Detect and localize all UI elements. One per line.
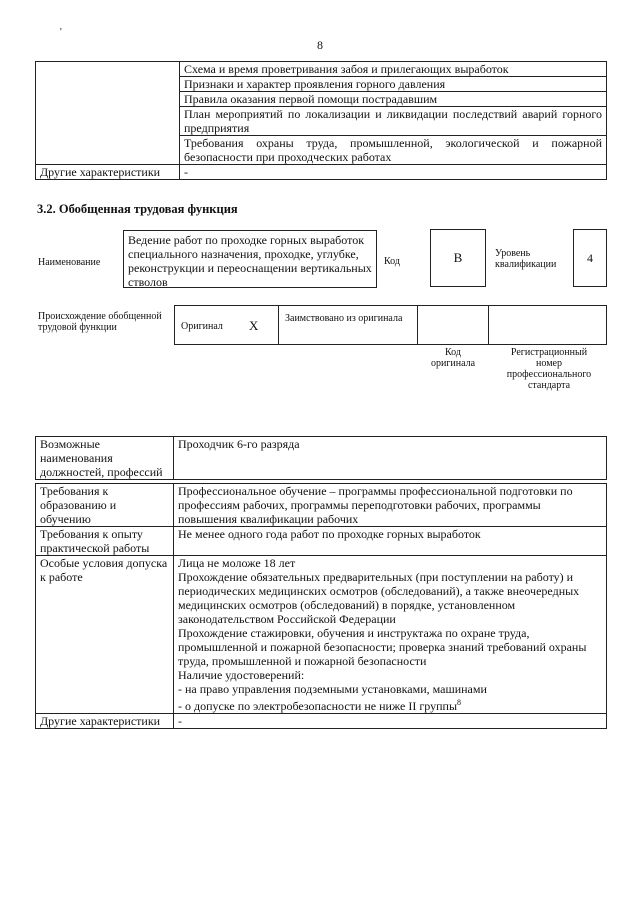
- name-label: Наименование: [38, 257, 101, 268]
- other-value: -: [180, 165, 607, 180]
- positions-table: [35, 436, 607, 480]
- experience-value: Не менее одного года работ по проходке горных выработок: [174, 527, 607, 556]
- borrowed-label: Заимствовано из оригинала: [285, 313, 403, 324]
- scan-speck: ': [60, 27, 62, 38]
- other-label: Другие характеристики: [36, 714, 174, 729]
- page-number: 8: [317, 38, 323, 52]
- education-label: Требования к образованию и обучению: [36, 484, 174, 527]
- origin-box: [174, 305, 607, 345]
- empty-cell: [36, 62, 180, 165]
- list-item: - на право управления подземными установками, машинами: [178, 682, 487, 696]
- level-label: Уровень квалификации: [495, 248, 557, 270]
- divider: [278, 305, 279, 345]
- list-item: Лица не моложе 18 лет: [178, 556, 296, 570]
- code-original-caption: Код оригинала: [430, 347, 476, 369]
- table-row: Правила оказания первой помощи пострадавшим: [180, 92, 607, 107]
- function-name: Ведение работ по проходке горных выработок специального назначения, проходке, углубке, реконструкции и переоснащении вертикальных стволов: [123, 230, 377, 288]
- positions-value: Проходчик 6-го разряда: [174, 437, 607, 480]
- original-label: Оригинал: [181, 321, 223, 332]
- list-item: Прохождение стажировки, обучения и инструктажа по охране труда, промышленной и пожарной безопасности; проверка знаний требований охраны труда, промышленной и пожарной безопасности: [178, 626, 587, 668]
- divider: [417, 305, 418, 345]
- table-row: План мероприятий по локализации и ликвидации последствий аварий горного предприятия: [180, 107, 607, 136]
- original-mark: X: [249, 318, 259, 333]
- positions-label: Возможные наименования должностей, профессий: [36, 437, 174, 480]
- code-label: Код: [384, 256, 400, 267]
- experience-label: Требования к опыту практической работы: [36, 527, 174, 556]
- reg-number-caption: Регистрационный номер профессионального стандарта: [506, 347, 592, 391]
- special-label: Особые условия допуска к работе: [36, 556, 174, 714]
- table-row: Требования охраны труда, промышленной, экологической и пожарной безопасности при проходческих работах: [180, 136, 607, 165]
- education-value: Профессиональное обучение – программы профессиональной подготовки по профессиям рабочих, программы переподготовки рабочих, программы повышения квалификации рабочих: [174, 484, 607, 527]
- other-label: Другие характеристики: [36, 165, 180, 180]
- divider: [488, 305, 489, 345]
- special-conditions: [174, 556, 607, 714]
- list-item-text: - о допуске по электробезопасности не ниже II группы: [178, 699, 458, 713]
- section-title: 3.2. Обобщенная трудовая функция: [37, 202, 238, 216]
- list-item: Прохождение обязательных предварительных (при поступлении на работу) и периодических медицинских осмотров (обследований), а также внеочередных медицинских осмотров (обследований) в порядке, установленном законодательством Российской Федерации: [178, 570, 580, 626]
- list-item: [178, 696, 602, 713]
- table-row: Признаки и характер проявления горного давления: [180, 77, 607, 92]
- code-value: B: [430, 229, 486, 287]
- table-row: Схема и время проветривания забоя и прилегающих выработок: [180, 62, 607, 77]
- origin-label: Происхождение обобщенной трудовой функции: [38, 311, 162, 333]
- list-item: Наличие удостоверений:: [178, 668, 305, 682]
- requirements-table: [35, 483, 607, 729]
- other-value: -: [174, 714, 607, 729]
- knowledge-table: [35, 61, 607, 180]
- level-value: 4: [573, 229, 607, 287]
- footnote-marker: 8: [457, 698, 462, 707]
